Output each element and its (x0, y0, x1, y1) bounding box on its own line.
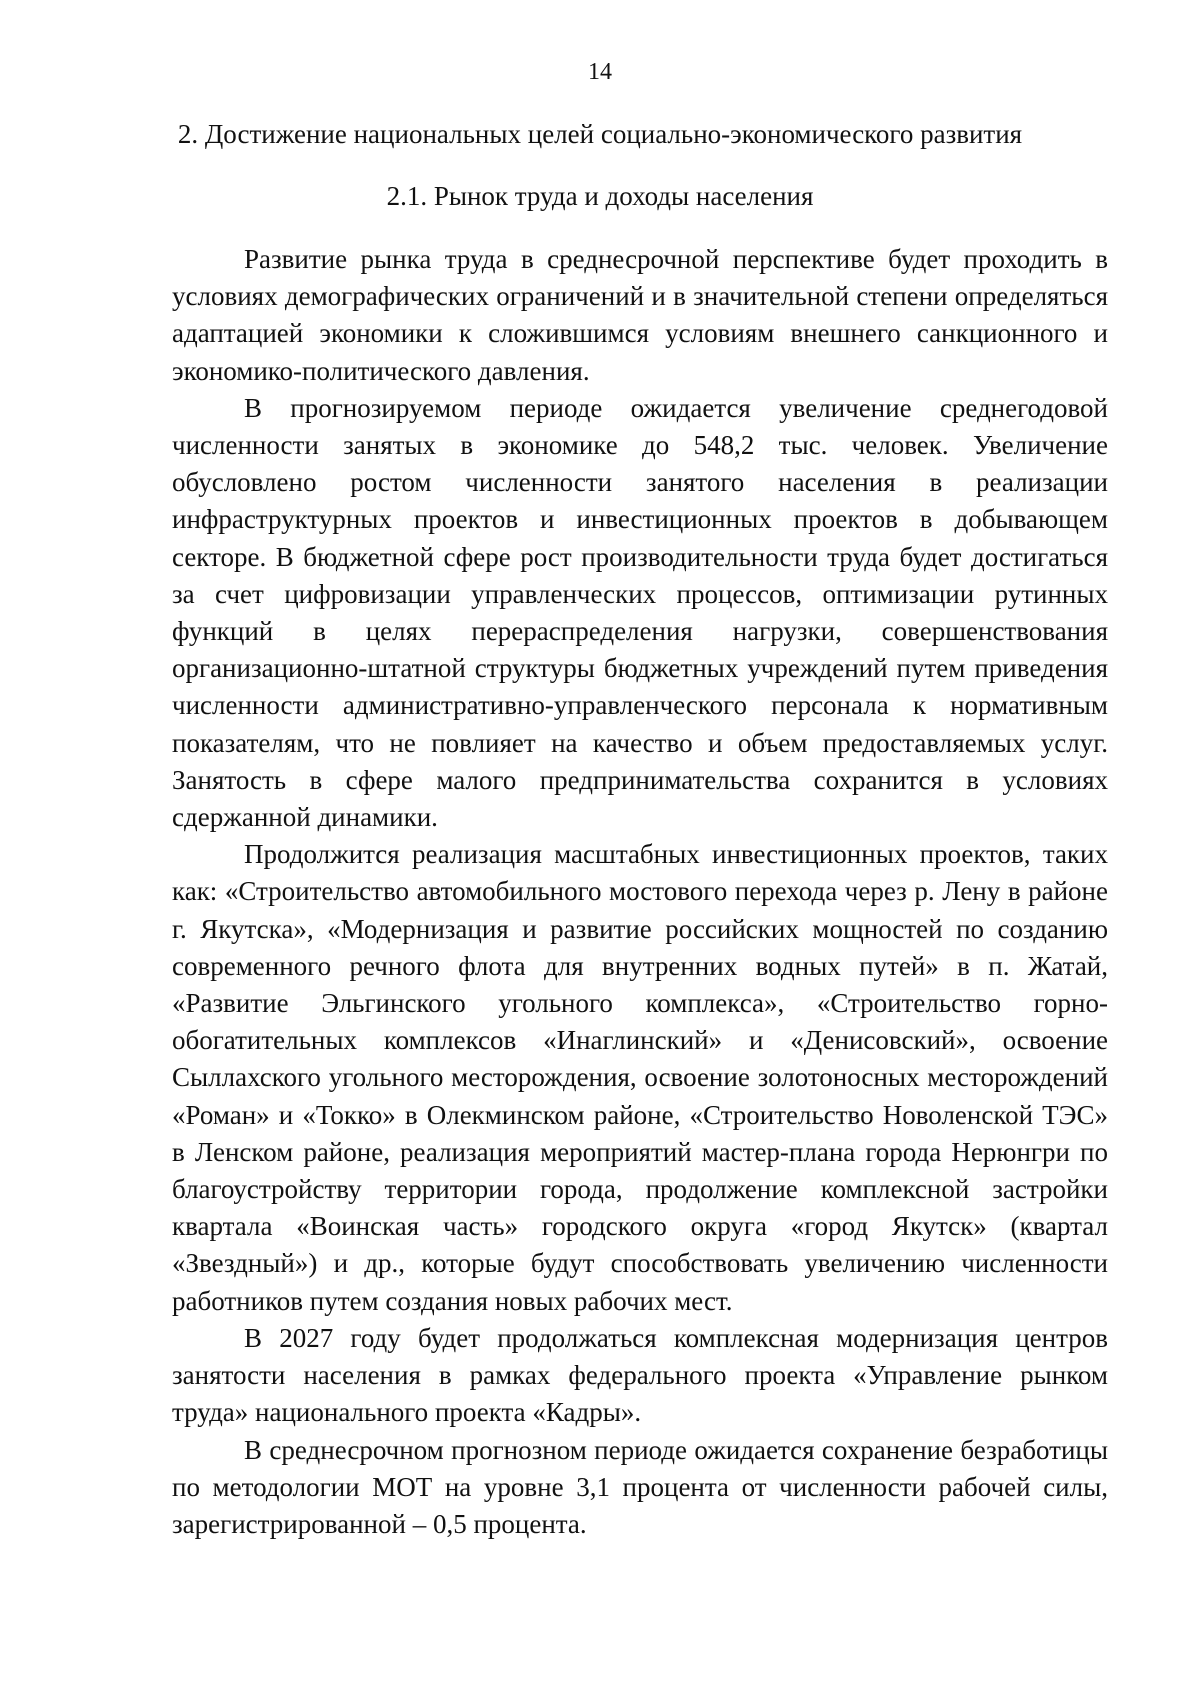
body-text (172, 241, 1108, 1543)
page-number: 14 (588, 59, 612, 85)
subsection-title: 2.1. Рынок труда и доходы населения (386, 181, 814, 211)
paragraph-labor-market-development: Развитие рынка труда в среднесрочной перспективе будет проходить в условиях демографических ограничений и в значительной степени определяться адаптацией экономики к сложившимся условиям внешнего санкционного и экономико-политического давления. (172, 244, 1108, 386)
paragraph-employment-centers-modernization: В 2027 году будет продолжаться комплексная модернизация центров занятости населения в рамках федерального проекта «Управление рынком труда» национального проекта «Кадры». (172, 1322, 1108, 1428)
section-title: 2. Достижение национальных целей социально-экономического развития (177, 119, 1023, 149)
paragraph-employment-forecast: В прогнозируемом периоде ожидается увеличение среднегодовой численности занятых в экономике до 548,2 тыс. человек. Увеличение обусловлено ростом численности занятого населения в реализации инфраструктурных проектов и инвестиционных проектов в добывающем секторе. В бюджетной сфере рост производительности труда будет достигаться за счет цифровизации управленческих процессов, оптимизации рутинных функций в целях перераспределения нагрузки, совершенствования организационно-штатной структуры бюджетных учреждений путем приведения численности административно-управленческого персонала к нормативным показателям, что не повлияет на качество и объем предоставляемых услуг. Занятость в сфере малого предпринимательства сохранится в условиях сдержанной динамики. (172, 392, 1108, 833)
paragraph-investment-projects: Продолжится реализация масштабных инвестиционных проектов, таких как: «Строительство автомобильного мостового перехода через р. Лену в районе г. Якутска», «Модернизация и развитие российских мощностей по созданию современного речного флота для внутренних водных путей» в п. Жатай, «Развитие Эльгинского угольного комплекса», «Строительство горно-обогатительных комплексов «Инаглинский» и «Денисовский», освоение Сыллахского угольного месторождения, освоение золотоносных месторождений «Роман» и «Токко» в Олекминском районе, «Строительство Новоленской ТЭС» в Ленском районе, реализация мероприятий мастер-плана города Нерюнгри по благоустройству территории города, продолжение комплексной застройки квартала «Воинская часть» городского округа «город Якутск» (квартал «Звездный») и др., которые будут способствовать увеличению численности работников путем создания новых рабочих мест. (172, 839, 1108, 1316)
paragraph-unemployment-rate: В среднесрочном прогнозном периоде ожидается сохранение безработицы по методологии МОТ на уровне 3,1 процента от численности рабочей силы, зарегистрированной – 0,5 процента. (172, 1434, 1108, 1539)
